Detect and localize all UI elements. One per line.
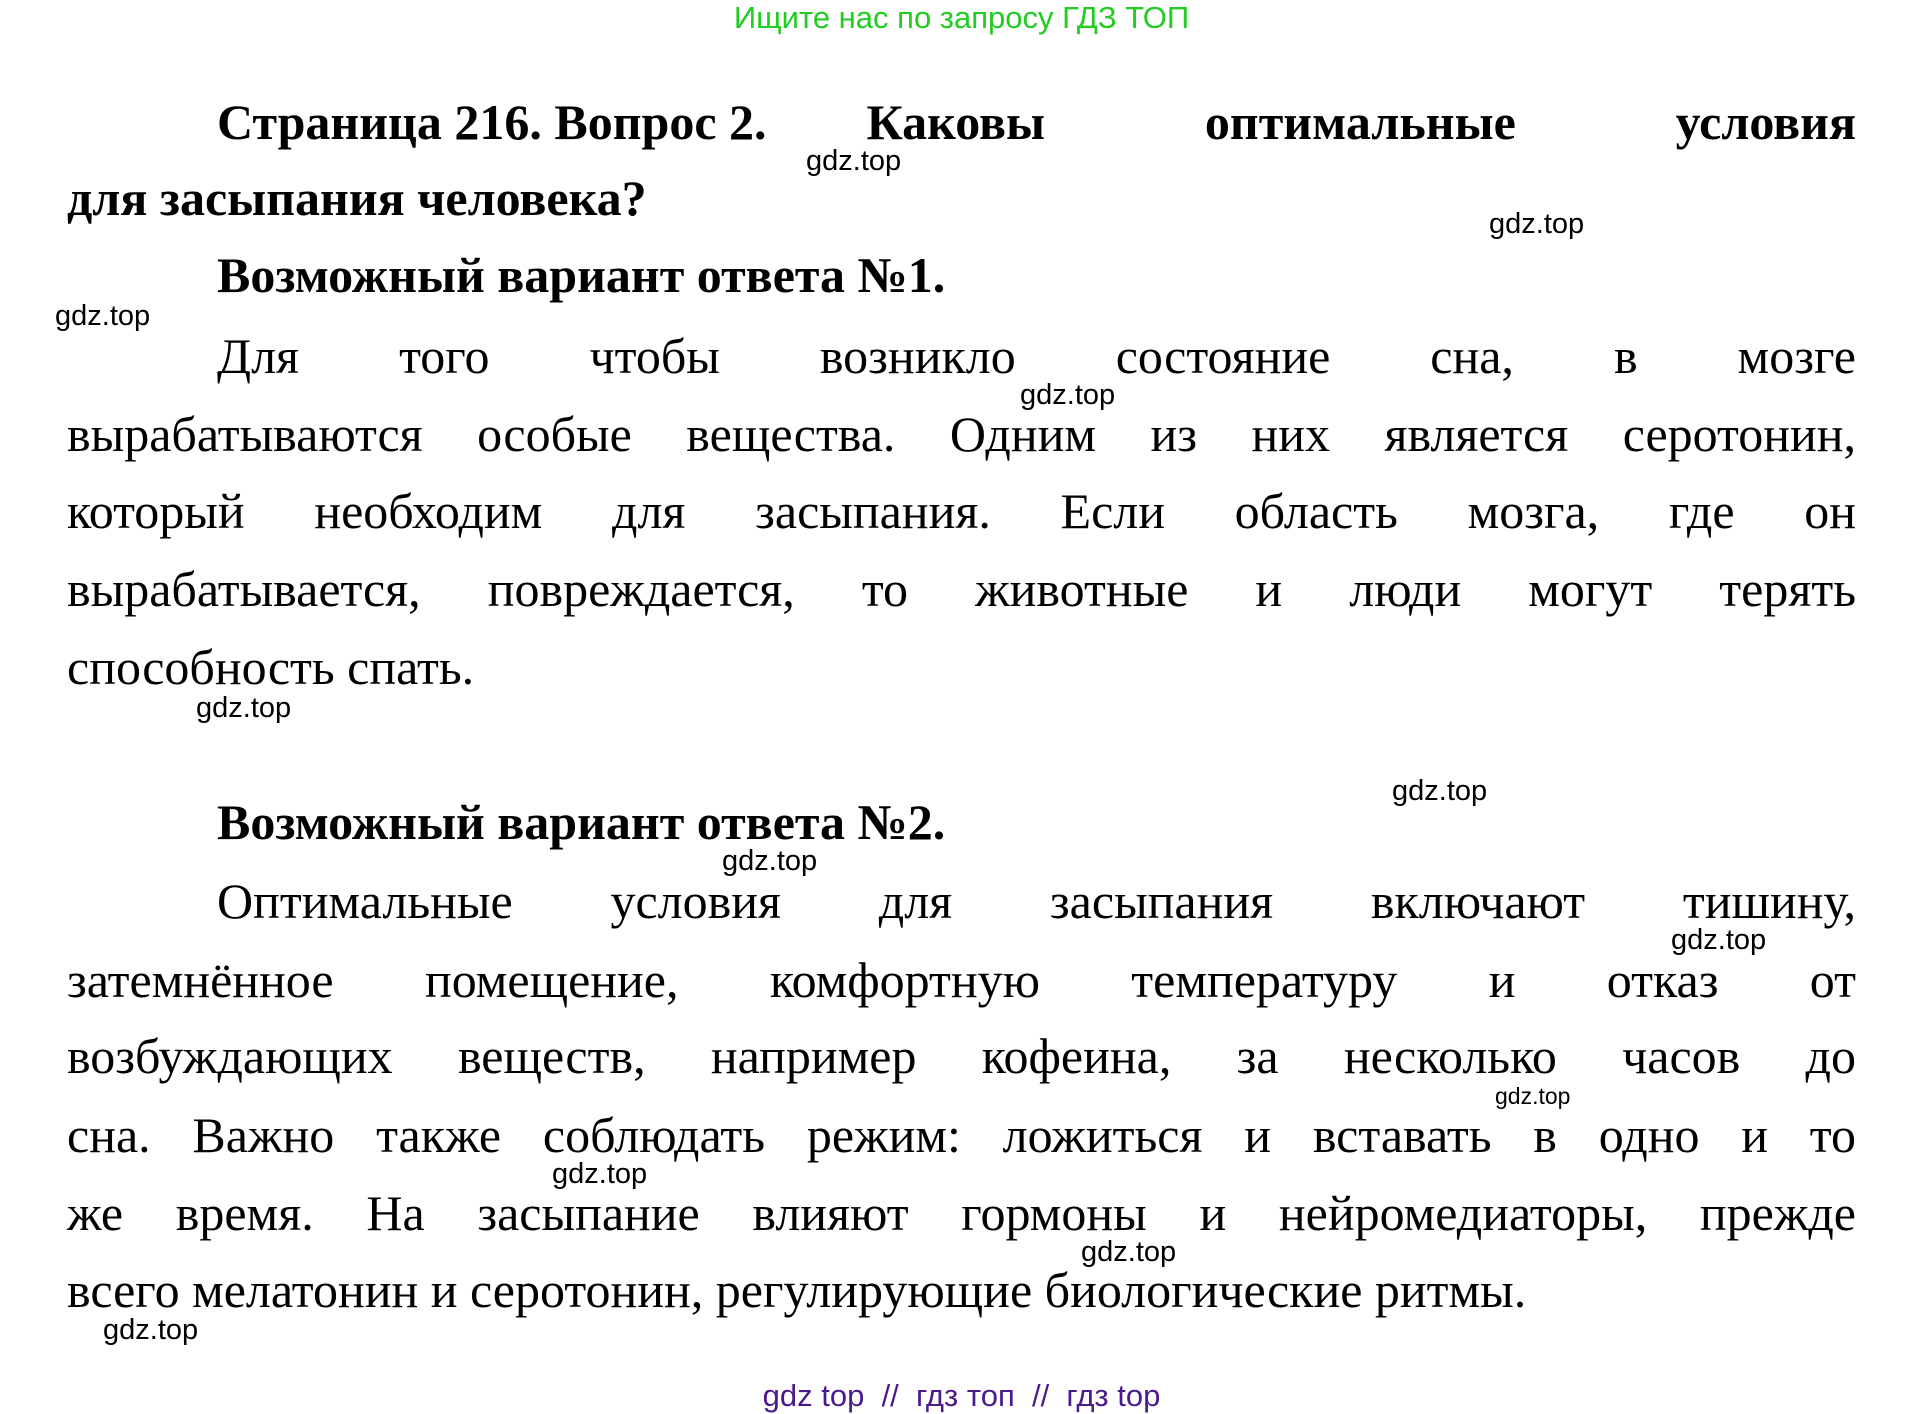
answer2-line: же время. На засыпание влияют гормоны и нейромедиаторы, прежде xyxy=(67,1185,1856,1241)
watermark: gdz.top xyxy=(1671,924,1767,956)
watermark: gdz.top xyxy=(722,845,818,877)
watermark: gdz.top xyxy=(1495,1083,1571,1109)
answer2-heading: Возможный вариант ответа №2. xyxy=(217,794,946,850)
watermark: gdz.top xyxy=(1020,379,1116,411)
watermark: gdz.top xyxy=(55,300,151,332)
watermark: gdz.top xyxy=(103,1314,199,1346)
answer2-line: всего мелатонин и серотонин, регулирующие биологические ритмы. xyxy=(67,1262,1527,1318)
question-line-1 xyxy=(217,94,1856,150)
answer2-line: сна. Важно также соблюдать режим: ложиться и вставать в одно и то xyxy=(67,1107,1856,1163)
watermark: gdz.top xyxy=(1489,208,1585,240)
footer-watermark: gdz top // гдз топ // гдз top xyxy=(762,1378,1161,1413)
watermark: gdz.top xyxy=(1081,1236,1177,1268)
answer2-line: затемнённое помещение, комфортную температуру и отказ от xyxy=(67,952,1856,1008)
answer1-line: вырабатываются особые вещества. Одним из них является серотонин, xyxy=(67,406,1856,462)
watermark: gdz.top xyxy=(196,692,292,724)
answer1-line: который необходим для засыпания. Если область мозга, где он xyxy=(67,483,1856,539)
answer1-line: вырабатывается, повреждается, то животные и люди могут терять xyxy=(67,561,1856,617)
watermark: gdz.top xyxy=(552,1158,648,1190)
answer2-line: возбуждающих веществ, например кофеина, за несколько часов до xyxy=(67,1028,1856,1084)
question-text: Каковы оптимальные условия xyxy=(866,94,1856,150)
search-hint-banner: Ищите нас по запросу ГДЗ ТОП xyxy=(733,0,1190,35)
answer1-line: Для того чтобы возникло состояние сна, в мозге xyxy=(217,328,1856,384)
question-label: Страница 216. Вопрос 2. xyxy=(217,94,767,150)
question-line-2: для засыпания человека? xyxy=(67,170,647,226)
answer1-heading: Возможный вариант ответа №1. xyxy=(217,247,946,303)
watermark: gdz.top xyxy=(806,145,902,177)
answer1-line: способность спать. xyxy=(67,639,475,695)
watermark: gdz.top xyxy=(1392,775,1488,807)
answer2-line: Оптимальные условия для засыпания включают тишину, xyxy=(217,873,1856,929)
